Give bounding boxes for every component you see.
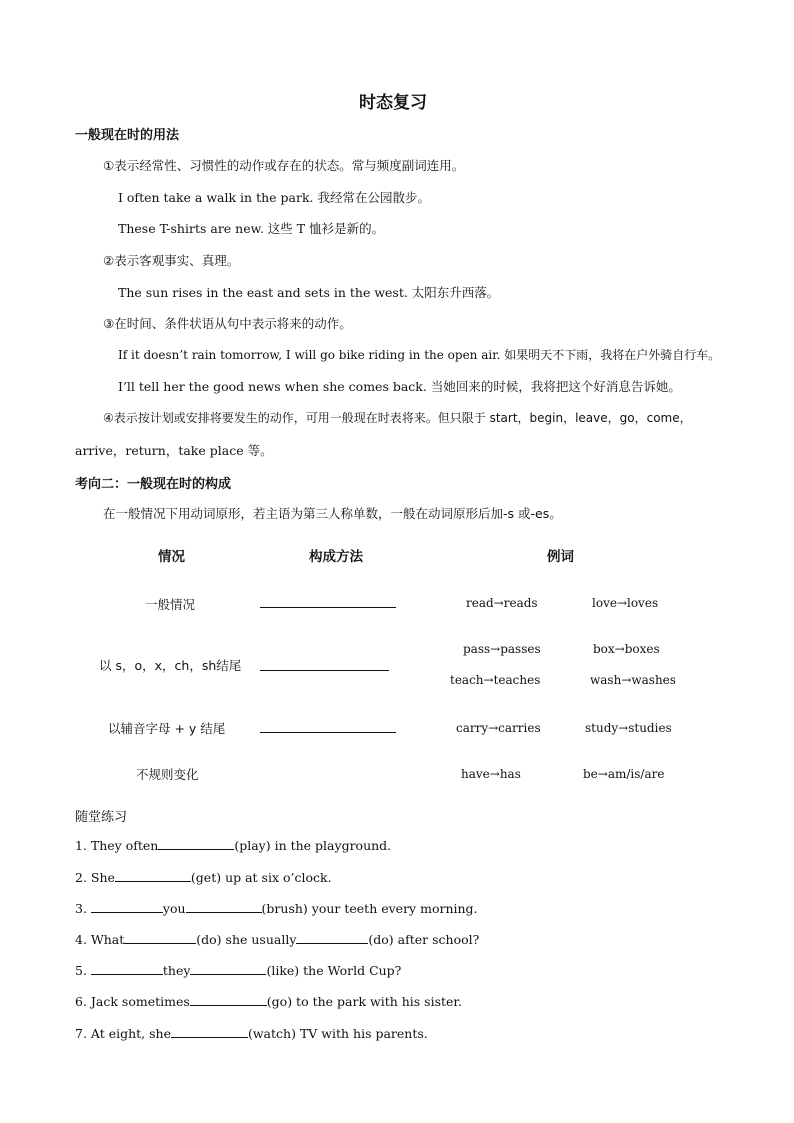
exercise-3 xyxy=(75,900,478,916)
usage-point-2: ②表示客观事实、真理。 xyxy=(103,253,240,268)
table-row-situation: 一般情况 xyxy=(145,597,196,612)
answer-blank[interactable] xyxy=(171,1025,248,1038)
exercise-text: they xyxy=(162,963,191,978)
method-blank[interactable] xyxy=(260,607,396,608)
exercise-7 xyxy=(75,1025,428,1041)
exercise-text: 6. Jack sometimes xyxy=(75,994,190,1009)
answer-blank[interactable] xyxy=(296,931,368,944)
exercise-text: 2. She xyxy=(75,870,115,885)
usage-point-3-example-1: If it doesn’t rain tomorrow, I will go bike riding in the open air. 如果明天不下雨，我将在户外骑自行车。 xyxy=(118,348,721,362)
exercise-4 xyxy=(75,931,479,947)
example-word: teach→teaches xyxy=(450,673,541,687)
exercise-6 xyxy=(75,993,462,1009)
usage-point-2-example-1: The sun rises in the east and sets in the west. 太阳东升西落。 xyxy=(118,285,500,300)
answer-blank[interactable] xyxy=(115,869,191,882)
usage-point-4-line-2: arrive，return，take place 等。 xyxy=(75,443,273,458)
example-word: wash→washes xyxy=(590,673,676,687)
method-blank[interactable] xyxy=(260,732,396,733)
exercise-text: (brush) your teeth every morning. xyxy=(261,901,478,916)
exercise-1 xyxy=(75,837,391,853)
table-row-situation: 不规则变化 xyxy=(136,767,199,782)
usage-point-1-example-2: These T-shirts are new. 这些 T 恤衫是新的。 xyxy=(118,221,385,236)
exercise-5 xyxy=(75,962,401,978)
usage-point-1-example-1: I often take a walk in the park. 我经常在公园散步。 xyxy=(118,190,430,205)
exercise-text: 7. At eight, she xyxy=(75,1026,171,1041)
practice-heading: 随堂练习 xyxy=(75,810,128,825)
table-header-situation: 情况 xyxy=(158,549,185,565)
example-word: read→reads xyxy=(466,596,538,610)
formation-intro: 在一般情况下用动词原形，若主语为第三人称单数，一般在动词原形后加-s 或-es。 xyxy=(103,506,562,521)
usage-point-1: ①表示经常性、习惯性的动作或存在的状态。常与频度副词连用。 xyxy=(103,158,465,173)
exercise-text: 4. What xyxy=(75,932,125,947)
example-word: box→boxes xyxy=(593,642,660,656)
example-word: pass→passes xyxy=(463,642,541,656)
exercise-text: (do) after school? xyxy=(368,932,480,947)
exercise-text: 1. They often xyxy=(75,838,159,853)
answer-blank[interactable] xyxy=(186,900,262,913)
answer-blank[interactable] xyxy=(91,900,163,913)
usage-point-3: ③在时间、条件状语从句中表示将来的动作。 xyxy=(103,316,352,331)
method-blank[interactable] xyxy=(260,670,389,671)
exercise-text: (do) she usually xyxy=(196,932,297,947)
exercise-text: you xyxy=(162,901,186,916)
table-header-examples: 例词 xyxy=(547,549,574,565)
exercise-text: (get) up at six o’clock. xyxy=(190,870,332,885)
section-heading-usage: 一般现在时的用法 xyxy=(75,128,180,143)
table-row-situation: 以 s，o，x，ch，sh结尾 xyxy=(99,658,242,673)
answer-blank[interactable] xyxy=(190,993,267,1006)
answer-blank[interactable] xyxy=(158,837,234,850)
answer-blank[interactable] xyxy=(124,931,196,944)
usage-point-4-line-1: ④表示按计划或安排将要发生的动作，可用一般现在时表将来。但只限于 start，begin，leave，go，come， xyxy=(103,411,692,425)
example-word: be→am/is/are xyxy=(583,767,665,781)
exercise-text: (play) in the playground. xyxy=(234,838,392,853)
answer-blank[interactable] xyxy=(190,962,266,975)
answer-blank[interactable] xyxy=(91,962,163,975)
exercise-text: (like) the World Cup? xyxy=(266,963,402,978)
exercise-text: (go) to the park with his sister. xyxy=(266,994,462,1009)
table-row-situation: 以辅音字母 + y 结尾 xyxy=(108,721,226,736)
section-heading-formation: 考向二：一般现在时的构成 xyxy=(75,477,232,492)
example-word: carry→carries xyxy=(456,721,541,735)
example-word: have→has xyxy=(461,767,521,781)
exercise-text: (watch) TV with his parents. xyxy=(247,1026,428,1041)
exercise-text: 3. xyxy=(75,901,91,916)
exercise-2 xyxy=(75,869,332,885)
example-word: love→loves xyxy=(592,596,659,610)
table-header-method: 构成方法 xyxy=(309,549,363,565)
example-word: study→studies xyxy=(585,721,672,735)
usage-point-3-example-2: I’ll tell her the good news when she comes back. 当她回来的时候，我将把这个好消息告诉她。 xyxy=(118,379,681,394)
page-title: 时态复习 xyxy=(359,93,427,113)
exercise-text: 5. xyxy=(75,963,91,978)
